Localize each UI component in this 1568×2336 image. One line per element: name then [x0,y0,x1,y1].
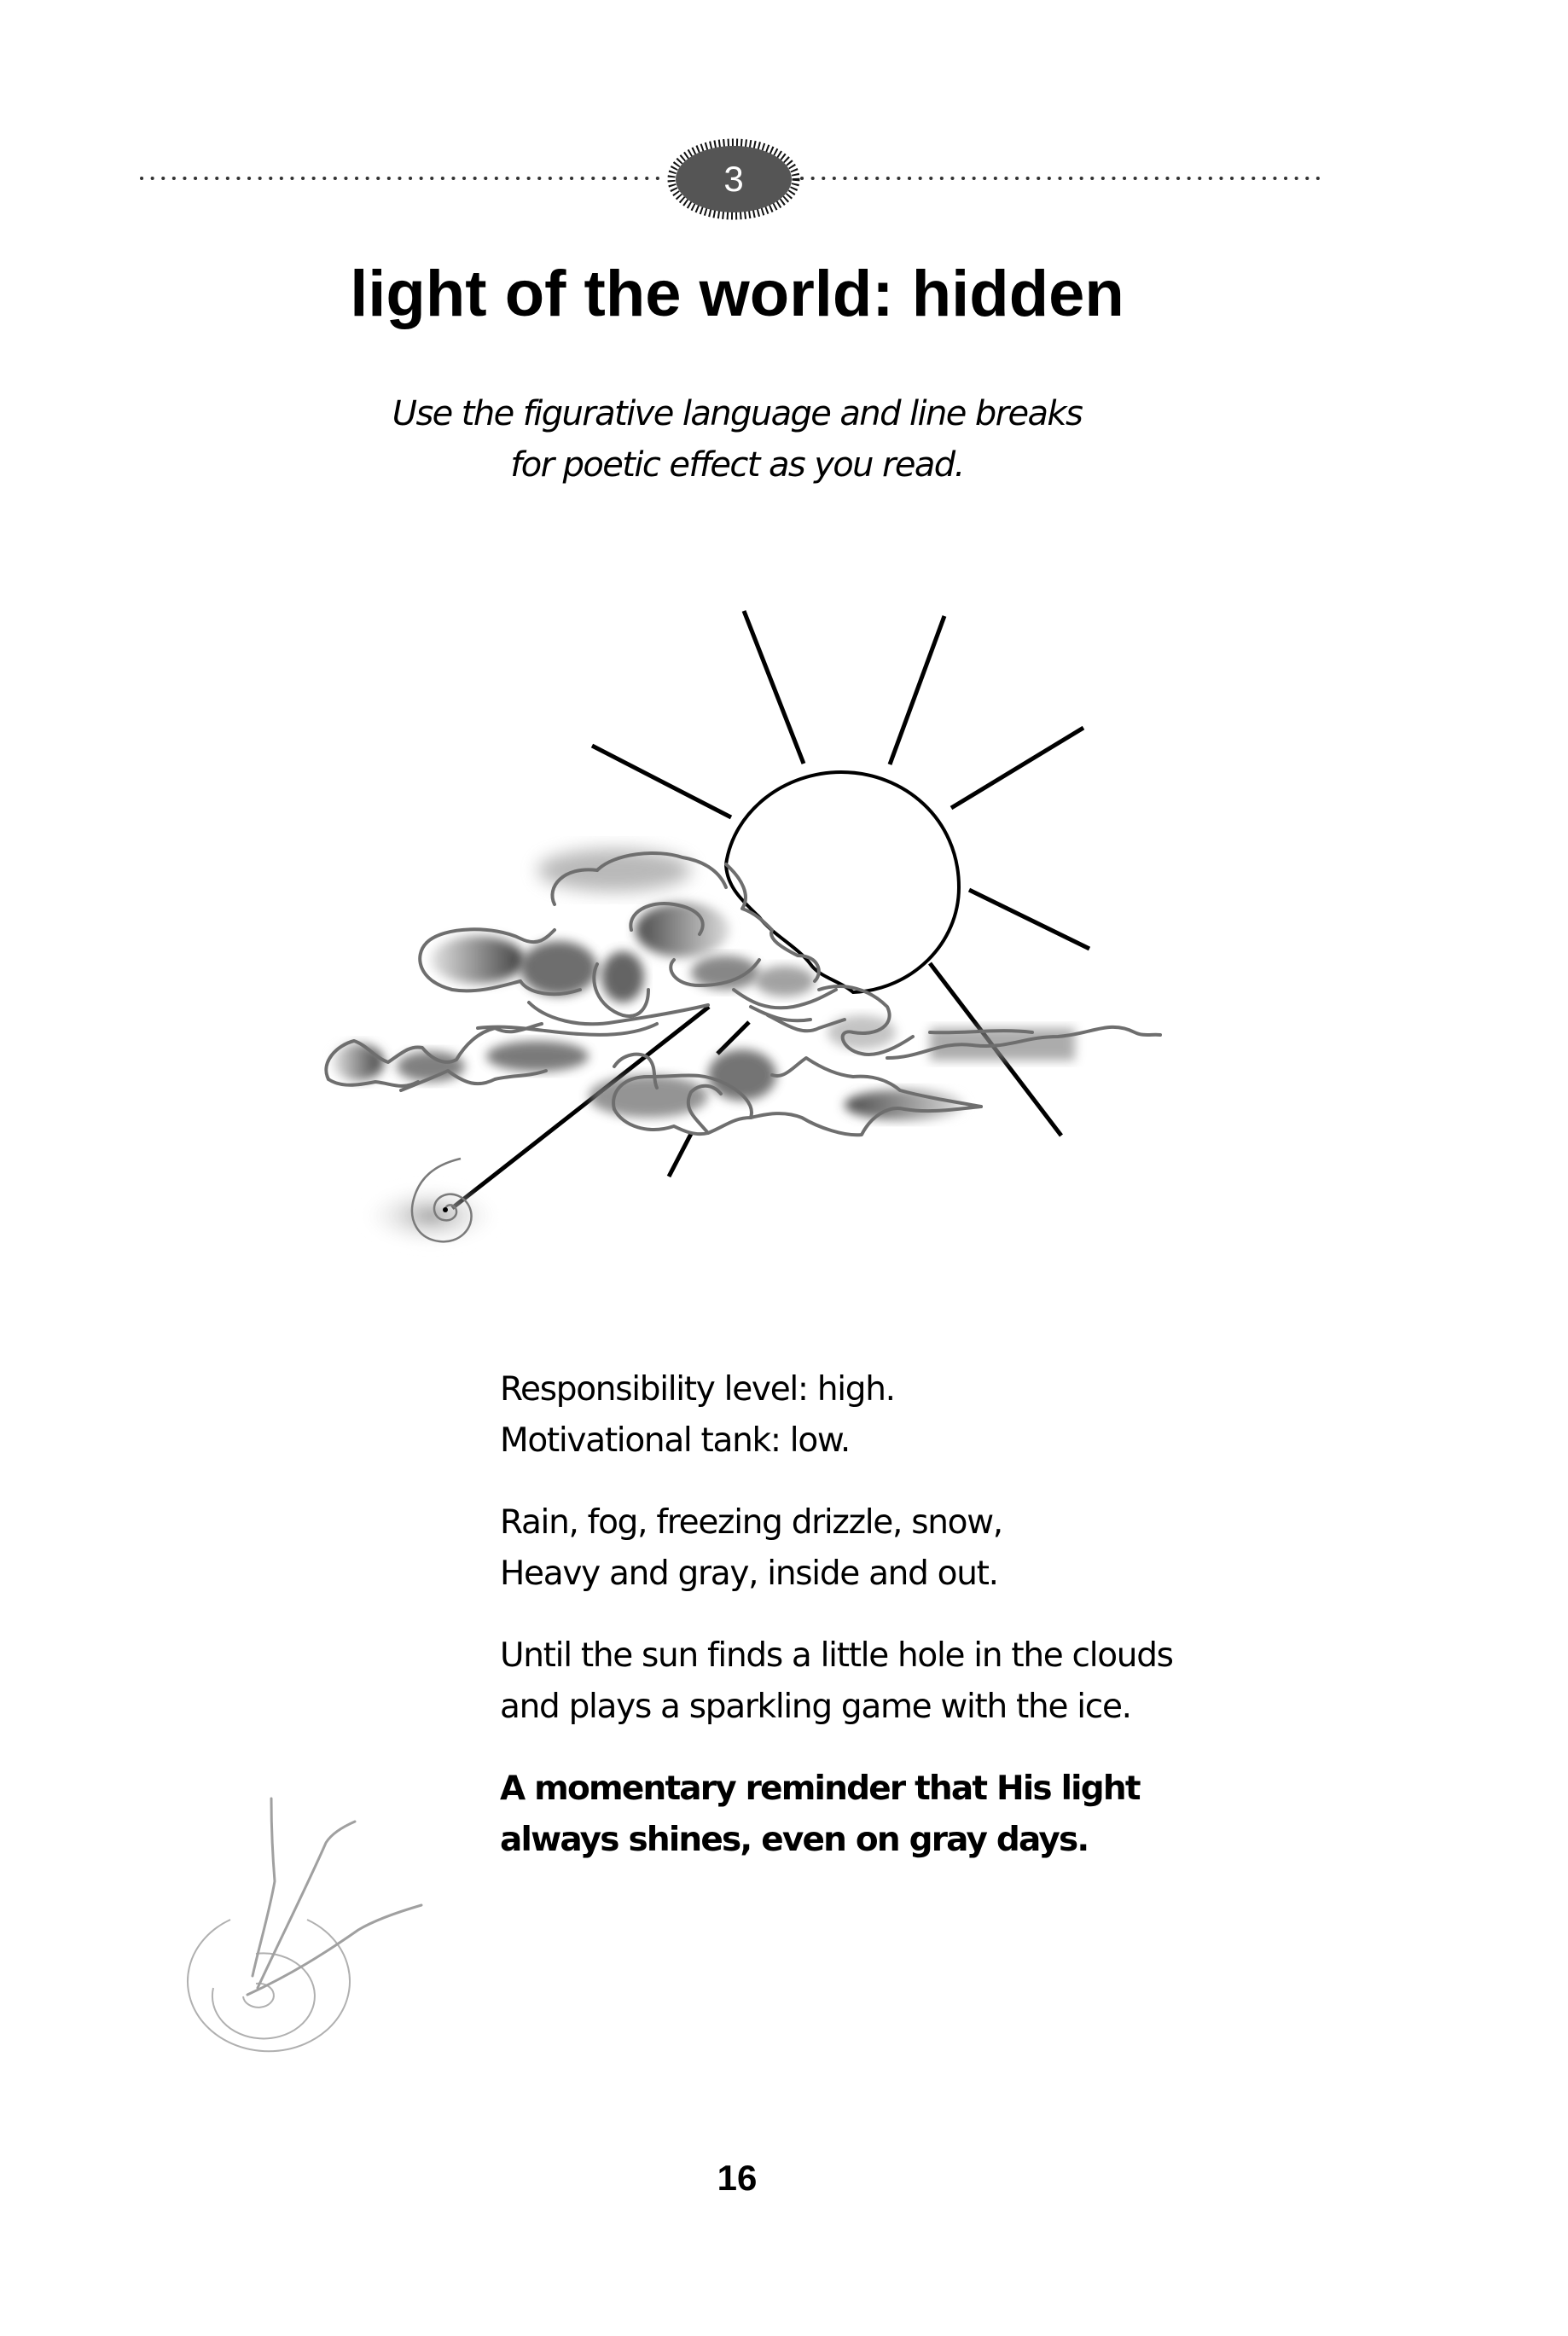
poem-line: Rain, fog, freezing drizzle, snow, [500,1503,1002,1542]
sun-ray [592,746,731,817]
poem-line: always shines, even on gray days. [500,1821,1089,1859]
poem-line: Heavy and gray, inside and out. [500,1554,998,1593]
poem-line: Motivational tank: low. [500,1421,850,1460]
reading-instruction [0,388,1568,491]
chapter-badge [671,142,796,216]
chapter-number: 3 [723,159,744,199]
stanza [500,1497,1353,1600]
sun-ray [669,1132,692,1177]
sun-and-clouds-illustration [0,580,1568,1314]
poem-line: A momentary reminder that His light [500,1769,1140,1808]
sun-icon [726,772,959,992]
poem-line: and plays a sparkling game with the ice. [500,1688,1131,1726]
ice-spiral-icon [358,1159,503,1250]
chapter-title: light of the world: hidden [350,258,1124,330]
poem-line: Responsibility level: high. [500,1370,895,1409]
page-number: 16 [717,2158,758,2198]
stanza [500,1630,1353,1733]
poem-line: Until the sun finds a little hole in the clouds [500,1636,1173,1675]
instruction-line: Use the figurative language and line breaks [392,394,1083,433]
sun-ray [969,890,1089,949]
sun-ray [717,1022,749,1054]
sun-ray [744,611,804,764]
stanza [500,1364,1353,1467]
sun-ray [951,728,1083,808]
sparkle-target-icon [154,1775,461,2082]
closing-stanza [500,1764,1353,1866]
poem [500,1364,1353,1897]
sun-ray [890,616,944,764]
chapter-header [0,0,1568,256]
instruction-line: for poetic effect as you read. [510,445,964,485]
